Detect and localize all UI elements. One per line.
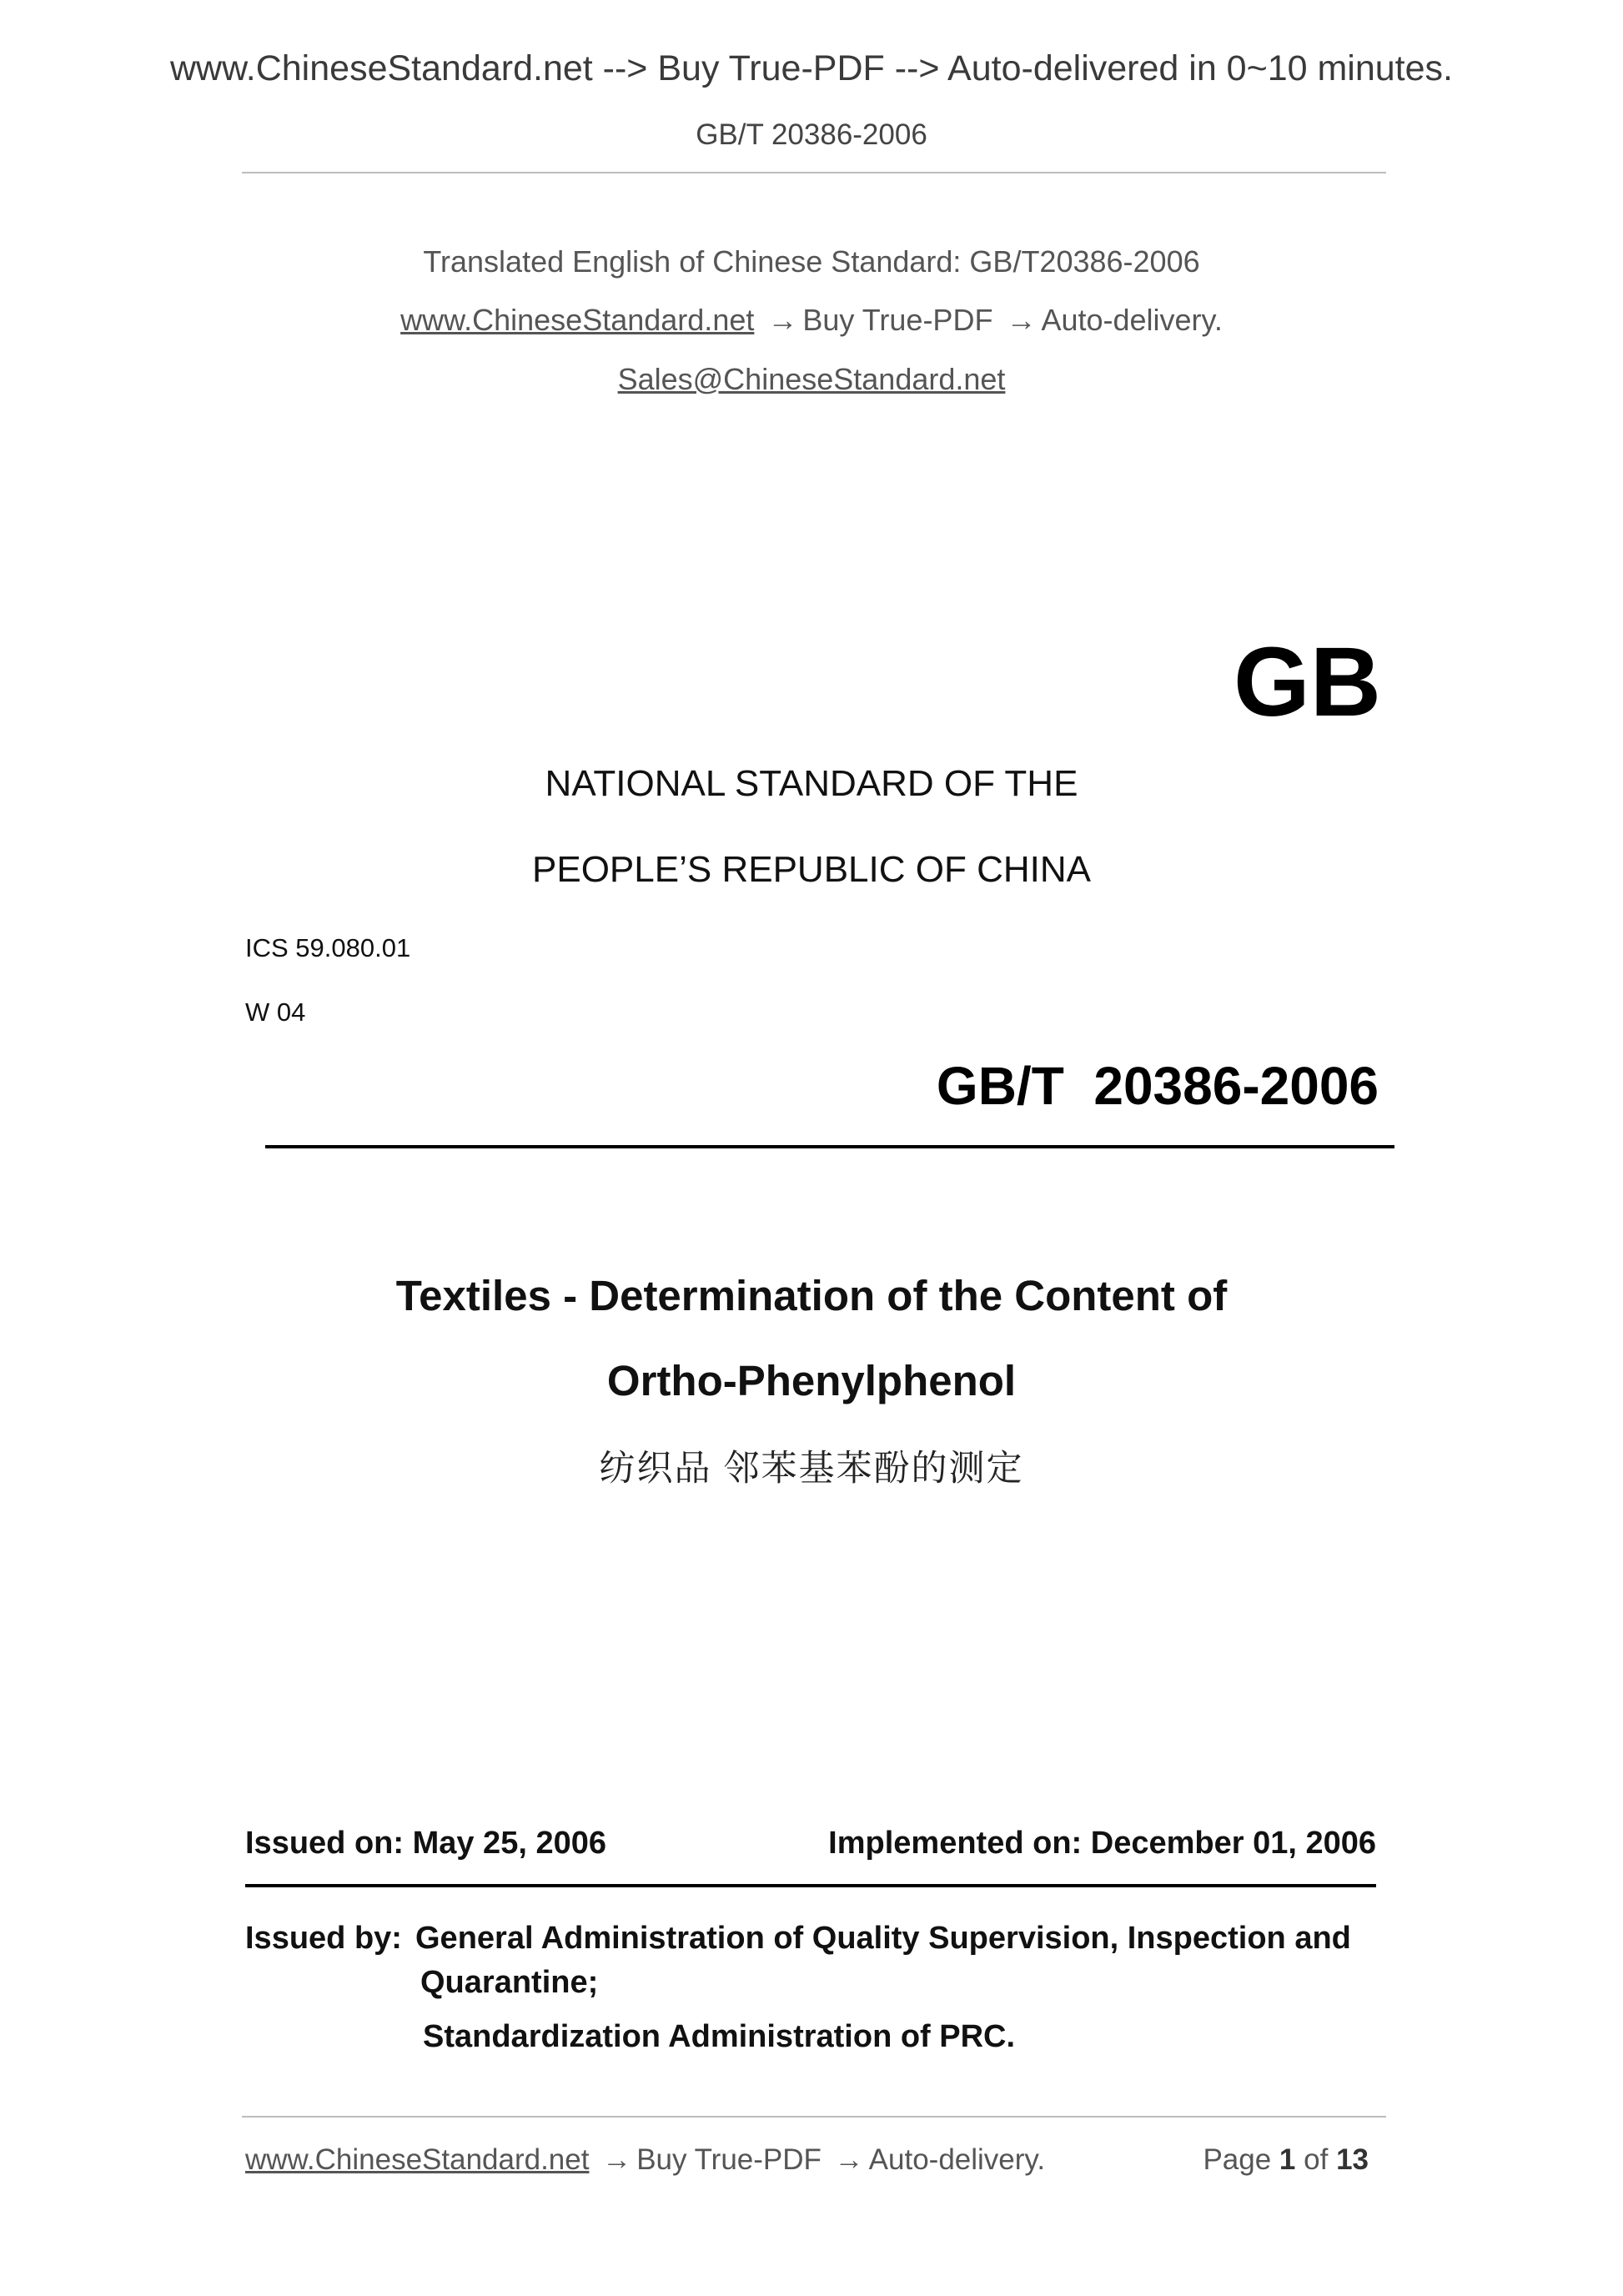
footer-buy-text: Buy True-PDF [636, 2143, 822, 2176]
arrow-right-icon: → [1006, 303, 1037, 337]
page-label: Page [1203, 2143, 1272, 2176]
title-line-1: Textiles - Determination of the Content of [395, 1272, 1228, 1319]
sales-email-link[interactable]: Sales@ChineseStandard.net [617, 362, 1006, 396]
site-link[interactable]: www.ChineseStandard.net [400, 303, 755, 337]
of-label: of [1304, 2143, 1329, 2176]
page-indicator [1203, 2140, 1369, 2180]
top-banner: www.ChineseStandard.net --> Buy True-PDF --> Auto-delivered in 0~10 minutes. [169, 48, 1453, 88]
title-line-2: Ortho-Phenylphenol [606, 1357, 1017, 1404]
footer-divider [242, 2116, 1386, 2118]
email-row [0, 359, 1623, 399]
page-number: 1 [1279, 2143, 1296, 2176]
header-divider [242, 172, 1386, 173]
footer-links [245, 2140, 1045, 2180]
standard-number: GB/T 20386-2006 [936, 1056, 1379, 1116]
auto-delivery-text: Auto-delivery. [1041, 303, 1223, 337]
footer-site-link[interactable]: www.ChineseStandard.net [245, 2143, 590, 2176]
translation-links-row [0, 300, 1623, 340]
standard-number-rule [265, 1145, 1394, 1148]
issued-by-authority-1: General Administration of Quality Supervision, Inspection and [415, 1921, 1351, 1956]
title-chinese: 纺织品 邻苯基苯酚的测定 [599, 1449, 1024, 1489]
issued-by-label: Issued by: [245, 1921, 402, 1956]
dates-rule [245, 1884, 1376, 1887]
translation-notice: Translated English of Chinese Standard: GB/T20386-2006 [423, 244, 1200, 279]
issued-on: Issued on: May 25, 2006 [245, 1826, 606, 1861]
ccs-code: W 04 [245, 997, 306, 1027]
buy-true-pdf-text: Buy True-PDF [802, 303, 993, 337]
gb-mark: GB [1234, 627, 1381, 737]
ics-code: ICS 59.080.01 [245, 933, 411, 962]
arrow-right-icon: → [834, 2143, 864, 2176]
header-standard-code: GB/T 20386-2006 [696, 118, 927, 151]
page-total: 13 [1336, 2143, 1369, 2176]
national-standard-line1: NATIONAL STANDARD OF THE [545, 763, 1078, 804]
issued-by-authority-1-cont: Quarantine; [420, 1965, 599, 2000]
footer-delivery-text: Auto-delivery. [868, 2143, 1046, 2176]
arrow-right-icon: → [602, 2143, 632, 2176]
issued-by-authority-2: Standardization Administration of PRC. [423, 2019, 1016, 2054]
arrow-right-icon: → [767, 303, 798, 337]
national-standard-line2: PEOPLE’S REPUBLIC OF CHINA [532, 849, 1091, 890]
implemented-on: Implemented on: December 01, 2006 [828, 1826, 1376, 1861]
